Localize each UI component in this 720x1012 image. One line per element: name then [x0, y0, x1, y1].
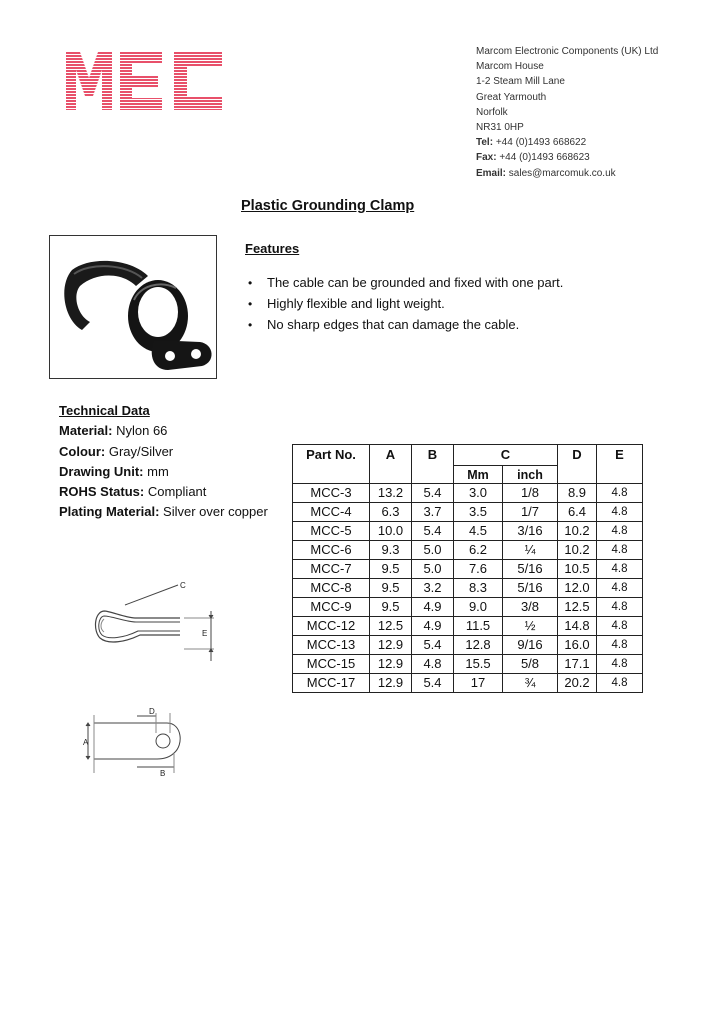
cell-part: MCC-6 [293, 541, 370, 560]
cell-d: 6.4 [558, 503, 597, 522]
cell-b: 4.8 [412, 655, 454, 674]
cell-a: 9.5 [370, 598, 412, 617]
address-line: 1-2 Steam Mill Lane [476, 76, 565, 88]
cell-c-inch: ¾ [503, 674, 558, 693]
cell-b: 4.9 [412, 598, 454, 617]
label-e: E [202, 629, 208, 638]
cell-a: 10.0 [370, 522, 412, 541]
features-list [248, 272, 563, 335]
cell-d: 17.1 [558, 655, 597, 674]
table-row [293, 617, 643, 636]
cell-b: 5.4 [412, 674, 454, 693]
feature-item [248, 314, 563, 335]
cell-c-mm: 3.0 [454, 484, 503, 503]
table-row [293, 503, 643, 522]
feature-item [248, 272, 563, 293]
features-heading: Features [245, 241, 300, 256]
cell-d: 10.2 [558, 541, 597, 560]
cell-c-mm: 7.6 [454, 560, 503, 579]
cell-c-mm: 4.5 [454, 522, 503, 541]
address-line: Marcom House [476, 61, 544, 73]
cell-c-inch: ½ [503, 617, 558, 636]
company-name: Marcom Electronic Components (UK) Ltd [476, 46, 659, 57]
feature-item [248, 293, 563, 314]
dimensions-table [292, 444, 643, 693]
tel-label: Tel: [476, 137, 494, 149]
tech-value: mm [147, 463, 169, 479]
cell-a: 6.3 [370, 503, 412, 522]
technical-data [59, 401, 268, 523]
cell-c-inch: 5/16 [503, 579, 558, 598]
cell-d: 10.5 [558, 560, 597, 579]
header-b: B [412, 445, 454, 466]
telephone [476, 135, 658, 150]
cell-part: MCC-4 [293, 503, 370, 522]
cell-a: 12.5 [370, 617, 412, 636]
product-photo [49, 235, 217, 379]
table-row [293, 484, 643, 503]
cell-a: 12.9 [370, 655, 412, 674]
label-c: C [180, 581, 186, 590]
cell-d: 12.0 [558, 579, 597, 598]
table-body [293, 484, 643, 693]
cell-c-inch: 5/16 [503, 560, 558, 579]
cell-a: 12.9 [370, 674, 412, 693]
address-line: Norfolk [476, 106, 508, 118]
cell-part: MCC-3 [293, 484, 370, 503]
cell-c-mm: 17 [454, 674, 503, 693]
cell-part: MCC-9 [293, 598, 370, 617]
email [476, 166, 658, 181]
cell-c-inch: 3/8 [503, 598, 558, 617]
bullet-icon: • [248, 297, 253, 311]
cell-part: MCC-5 [293, 522, 370, 541]
cell-e: 4.8 [597, 503, 643, 522]
cell-d: 14.8 [558, 617, 597, 636]
cell-e: 4.8 [597, 560, 643, 579]
cell-c-mm: 12.8 [454, 636, 503, 655]
cell-c-mm: 11.5 [454, 617, 503, 636]
cell-d: 16.0 [558, 636, 597, 655]
cell-part: MCC-17 [293, 674, 370, 693]
feature-text: No sharp edges that can damage the cable. [267, 317, 520, 332]
fax-label: Fax: [476, 152, 497, 164]
clamp-side-diagram [80, 575, 230, 670]
header-part-no: Part No. [293, 445, 370, 466]
company-address [476, 44, 658, 181]
tech-row-rohs [59, 482, 268, 502]
header-c-inch: inch [503, 466, 558, 484]
cell-e: 4.8 [597, 541, 643, 560]
cell-e: 4.8 [597, 674, 643, 693]
cell-c-mm: 15.5 [454, 655, 503, 674]
cell-a: 13.2 [370, 484, 412, 503]
cell-c-mm: 9.0 [454, 598, 503, 617]
fax [476, 150, 658, 165]
cell-c-inch: ¼ [503, 541, 558, 560]
tech-row-drawing-unit [59, 462, 268, 482]
tech-value: Compliant [147, 484, 207, 500]
fax-value: +44 (0)1493 668623 [499, 152, 590, 164]
table-row [293, 598, 643, 617]
header-blank [597, 466, 643, 484]
cell-a: 9.5 [370, 579, 412, 598]
feature-text: Highly flexible and light weight. [267, 296, 445, 311]
cell-c-inch: 3/16 [503, 522, 558, 541]
cell-c-mm: 6.2 [454, 541, 503, 560]
cell-e: 4.8 [597, 522, 643, 541]
clamp-photo-icon [50, 236, 216, 378]
cell-a: 12.9 [370, 636, 412, 655]
cell-d: 12.5 [558, 598, 597, 617]
cell-e: 4.8 [597, 484, 643, 503]
table-row [293, 655, 643, 674]
table-row [293, 674, 643, 693]
label-a: A [83, 738, 89, 747]
address-line: NR31 0HP [476, 122, 524, 134]
cell-d: 10.2 [558, 522, 597, 541]
cell-c-inch: 9/16 [503, 636, 558, 655]
cell-b: 5.4 [412, 484, 454, 503]
cell-b: 5.0 [412, 541, 454, 560]
feature-text: The cable can be grounded and fixed with one part. [267, 275, 564, 290]
tech-row-material [59, 421, 268, 441]
label-d: D [149, 707, 155, 716]
table-row [293, 522, 643, 541]
cell-e: 4.8 [597, 598, 643, 617]
tech-label: ROHS Status: [59, 484, 145, 500]
tech-label: Material: [59, 423, 113, 439]
cell-a: 9.3 [370, 541, 412, 560]
cell-b: 5.4 [412, 636, 454, 655]
cell-e: 4.8 [597, 636, 643, 655]
clamp-top-diagram [82, 703, 192, 783]
cell-b: 5.4 [412, 522, 454, 541]
cell-d: 8.9 [558, 484, 597, 503]
header-blank [412, 466, 454, 484]
tech-label: Colour: [59, 443, 106, 459]
label-b: B [160, 769, 166, 778]
tech-row-plating [59, 502, 268, 522]
page-title: Plastic Grounding Clamp [241, 198, 415, 214]
cell-e: 4.8 [597, 617, 643, 636]
table-row [293, 560, 643, 579]
header-e: E [597, 445, 643, 466]
cell-a: 9.5 [370, 560, 412, 579]
mec-logo [66, 52, 222, 110]
cell-e: 4.8 [597, 655, 643, 674]
email-link[interactable]: sales@marcomuk.co.uk [508, 167, 616, 179]
cell-c-inch: 1/7 [503, 503, 558, 522]
table-row [293, 579, 643, 598]
cell-e: 4.8 [597, 579, 643, 598]
table-row [293, 541, 643, 560]
bullet-icon: • [248, 318, 253, 332]
tech-value: Silver over copper [163, 504, 268, 520]
tech-label: Plating Material: [59, 504, 160, 520]
cell-part: MCC-12 [293, 617, 370, 636]
cell-part: MCC-15 [293, 655, 370, 674]
tech-value: Nylon 66 [116, 423, 168, 439]
cell-part: MCC-8 [293, 579, 370, 598]
header-blank [558, 466, 597, 484]
bullet-icon: • [248, 276, 253, 290]
header-blank [293, 466, 370, 484]
cell-d: 20.2 [558, 674, 597, 693]
technical-heading: Technical Data [59, 403, 150, 418]
tech-label: Drawing Unit: [59, 463, 144, 479]
cell-part: MCC-13 [293, 636, 370, 655]
cell-b: 3.2 [412, 579, 454, 598]
header-a: A [370, 445, 412, 466]
tech-row-colour [59, 442, 268, 462]
cell-b: 4.9 [412, 617, 454, 636]
header-blank [370, 466, 412, 484]
cell-b: 5.0 [412, 560, 454, 579]
header-d: D [558, 445, 597, 466]
table-row [293, 636, 643, 655]
header-c: C [454, 445, 558, 466]
cell-c-inch: 1/8 [503, 484, 558, 503]
cell-c-inch: 5/8 [503, 655, 558, 674]
header-c-mm: Mm [454, 466, 503, 484]
tech-value: Gray/Silver [108, 443, 174, 459]
email-label: Email: [476, 167, 507, 179]
cell-c-mm: 8.3 [454, 579, 503, 598]
cell-b: 3.7 [412, 503, 454, 522]
cell-c-mm: 3.5 [454, 503, 503, 522]
address-line: Great Yarmouth [476, 91, 547, 103]
cell-part: MCC-7 [293, 560, 370, 579]
tel-value: +44 (0)1493 668622 [495, 137, 587, 149]
